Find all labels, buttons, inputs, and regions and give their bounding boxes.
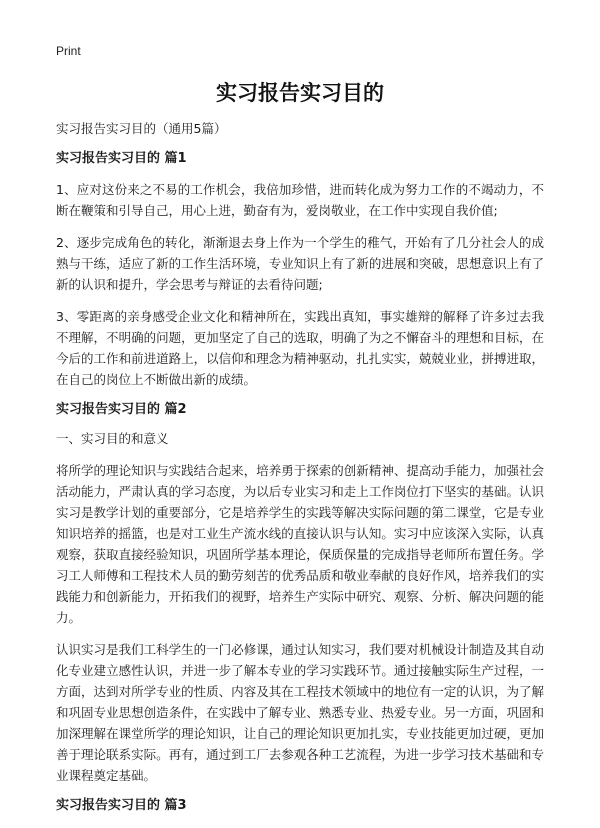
section-subheading: 一、实习目的和意义	[56, 431, 169, 446]
document-subtitle: 实习报告实习目的（通用5篇）	[56, 121, 227, 136]
paragraph: 将所学的理论知识与实践结合起来，培养勇于探索的创新精神、提高动手能力，加强社会活动能力，严肃认真的学习态度，为以后专业实习和走上工作岗位打下坚实的基础。认识实习是教学计划的重要部分，它是培养学生的实践等解决实际问题的第二课堂，它是专业知识培养的摇篮，也是对工业生产流水线的直接认识与认知。实习中应该深入实际，认真观察，获取直接经验知识，巩固所学基本理论，保质保量的完成指导老师所布置任务。学习工人师傅和工程技术人员的勤劳刻苦的优秀品质和敬业奉献的良好作风，培养我们的实践能力和创新能力，开拓我们的视野，培养生产实际中研究、观察、分析、解决问题的能力。	[56, 463, 544, 625]
paragraph: 1、应对这份来之不易的工作机会，我倍加珍惜，进而转化成为努力工作的不竭动力，不断在鞭策和引导自己，用心上进，勤奋有为，爱岗敬业，在工作中实现自我价值;	[56, 182, 544, 218]
section-heading: 实习报告实习目的 篇1	[56, 151, 187, 166]
print-label: Print	[56, 44, 81, 58]
paragraph: 3、零距离的亲身感受企业文化和精神所在，实践出真知，事实雄辩的解释了许多过去我不理解，不明确的问题，更加坚定了自己的选取，明确了为之不懈奋斗的理想和目标，在今后的工作和前进道路上，以信仰和理念为精神驱动，扎扎实实，兢兢业业，拼搏进取，在自己的岗位上不断做出新的成绩。	[56, 309, 544, 387]
paragraph: 认识实习是我们工科学生的一门必修课，通过认知实习，我们要对机械设计制造及其自动化专业建立感性认识，并进一步了解本专业的学习实践环节。通过接触实际生产过程，一方面，达到对所学专业的性质、内容及其在工程技术领域中的地位有一定的认识，为了解和巩固专业思想创造条件，在实践中了解专业、熟悉专业、热爱专业。另一方面，巩固和加深理解在课堂所学的理论知识，让自己的理论知识更加扎实，专业技能更加过硬，更加善于理论联系实际。再有，通过到工厂去参观各种工艺流程，为进一步学习技术基础和专业课程奠定基础。	[56, 642, 544, 783]
paragraph: 2、逐步完成角色的转化，渐渐退去身上作为一个学生的稚气，开始有了几分社会人的成熟与干练，适应了新的工作生活环境，专业知识上有了新的进展和突破，思想意识上有了新的认识和提升，学会思考与辩证的去看待问题;	[56, 235, 544, 292]
section-heading: 实习报告实习目的 篇3	[56, 798, 187, 813]
section-2	[56, 401, 544, 786]
section-3	[56, 797, 544, 815]
section-1	[56, 150, 544, 390]
document-title: 实习报告实习目的	[216, 81, 384, 105]
section-heading: 实习报告实习目的 篇2	[56, 402, 187, 417]
